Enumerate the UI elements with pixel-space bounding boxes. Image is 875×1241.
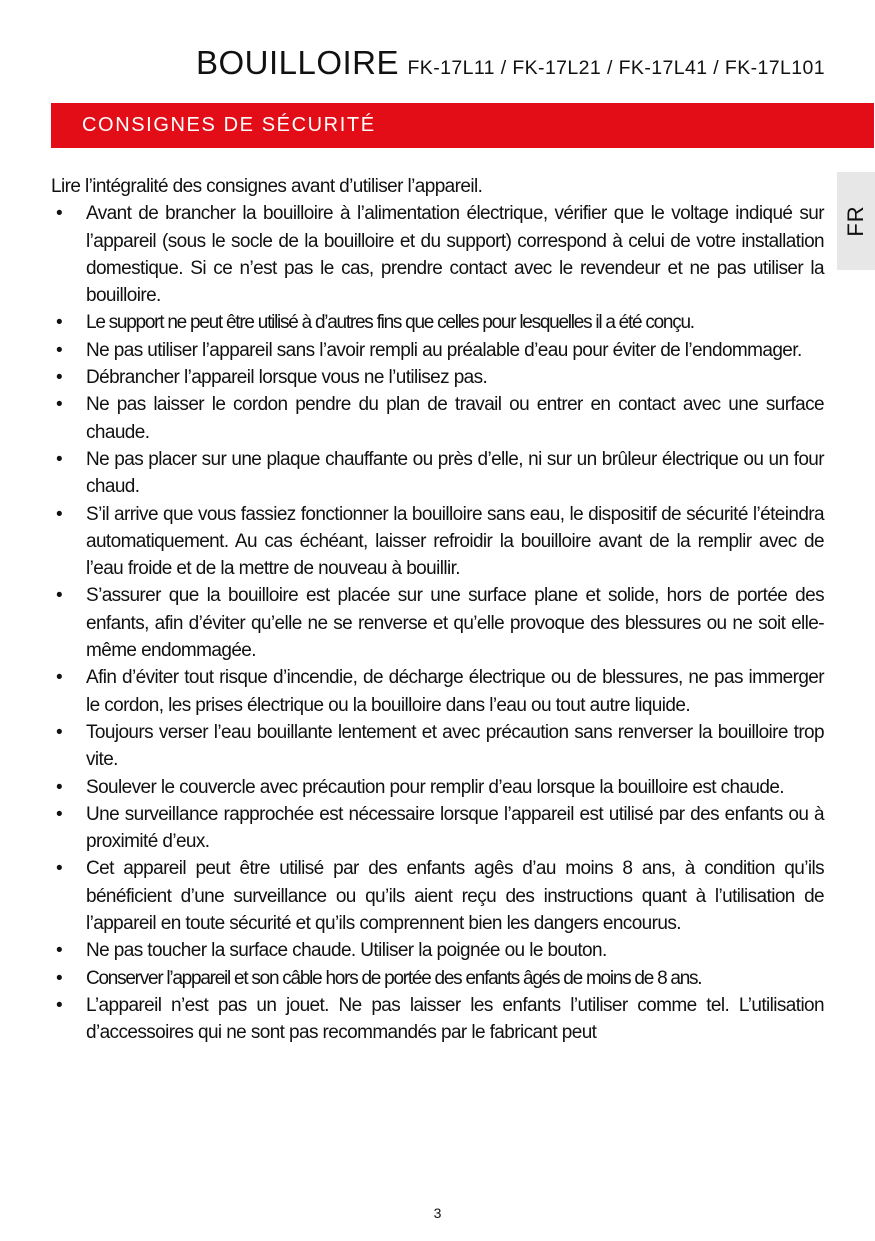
- safety-rule: • Conserver l’appareil et son câble hors de portée des enfants âgés de moins de 8 ans.: [51, 965, 824, 992]
- safety-instructions: [51, 173, 824, 1047]
- safety-rule: • L’appareil n’est pas un jouet. Ne pas laisser les enfants l’utiliser comme tel. L’utilisation d’accessoires qui ne sont pas recommandés par le fabricant peut: [51, 992, 824, 1047]
- model-numbers: FK-17L11 / FK-17L21 / FK-17L41 / FK-17L101: [407, 57, 825, 79]
- safety-rule: • Avant de brancher la bouilloire à l’alimentation électrique, vérifier que le voltage indiqué sur l’appareil (sous le socle de la bouilloire et du support) correspond à celui de votre installation domestique. Si ce n’est pas le cas, prendre contact avec le revendeur et ne pas utiliser la bouilloire.: [51, 200, 824, 309]
- intro-text: Lire l’intégralité des consignes avant d’utiliser l’appareil.: [51, 176, 483, 197]
- safety-rule: • Toujours verser l’eau bouillante lentement et avec précaution sans renverser la bouilloire trop vite.: [51, 719, 824, 774]
- safety-rule: • Ne pas laisser le cordon pendre du plan de travail ou entrer en contact avec une surface chaude.: [51, 391, 824, 446]
- safety-rule: • S’assurer que la bouilloire est placée sur une surface plane et solide, hors de portée des enfants, afin d’éviter qu’elle ne se renverse et qu’elle provoque des blessures ou ne soit elle-même endommagée.: [51, 582, 824, 664]
- safety-rules-list: [51, 200, 824, 1046]
- safety-rule: • Cet appareil peut être utilisé par des enfants agês d’au moins 8 ans, à condition qu’ils bénéficient d’une surveillance ou qu’ils aient reçu des instructions quant à l’utilisation de l’appareil en toute sécurité et qu’ils comprennent bien les dangers encourus.: [51, 855, 824, 937]
- safety-rule: • S’il arrive que vous fassiez fonctionner la bouilloire sans eau, le dispositif de sécurité l’éteindra automatiquement. Au cas échéant, laisser refroidir la bouilloire avant de la remplir avec de l’eau froide et de la mettre de nouveau à bouillir.: [51, 501, 824, 583]
- safety-rule: • Le support ne peut être utilisé à d’autres fins que celles pour lesquelles il a été conçu.: [51, 309, 824, 336]
- safety-rule: • Une surveillance rapprochée est nécessaire lorsque l’appareil est utilisé par des enfants ou à proximité d’eux.: [51, 801, 824, 856]
- safety-rule: • Ne pas placer sur une plaque chauffante ou près d’elle, ni sur un brûleur électrique ou un four chaud.: [51, 446, 824, 501]
- product-name: BOUILLOIRE: [195, 44, 400, 81]
- document-title: [196, 46, 825, 79]
- section-banner: [51, 103, 874, 148]
- page-number: 3: [433, 1205, 442, 1221]
- safety-rule: • Ne pas toucher la surface chaude. Utiliser la poignée ou le bouton.: [51, 937, 824, 964]
- safety-rule: • Ne pas utiliser l’appareil sans l’avoir rempli au préalable d’eau pour éviter de l’endommager.: [51, 337, 824, 364]
- language-tab: [837, 172, 875, 270]
- section-title: CONSIGNES DE SÉCURITÉ: [82, 114, 376, 136]
- safety-rule: • Afin d’éviter tout risque d’incendie, de décharge électrique ou de blessures, ne pas immerger le cordon, les prises électrique ou la bouilloire dans l’eau ou tout autre liquide.: [51, 664, 824, 719]
- safety-rule: • Soulever le couvercle avec précaution pour remplir d’eau lorsque la bouilloire est chaude.: [51, 774, 824, 801]
- language-tab-label: FR: [843, 205, 868, 237]
- safety-rule: • Débrancher l’appareil lorsque vous ne l’utilisez pas.: [51, 364, 824, 391]
